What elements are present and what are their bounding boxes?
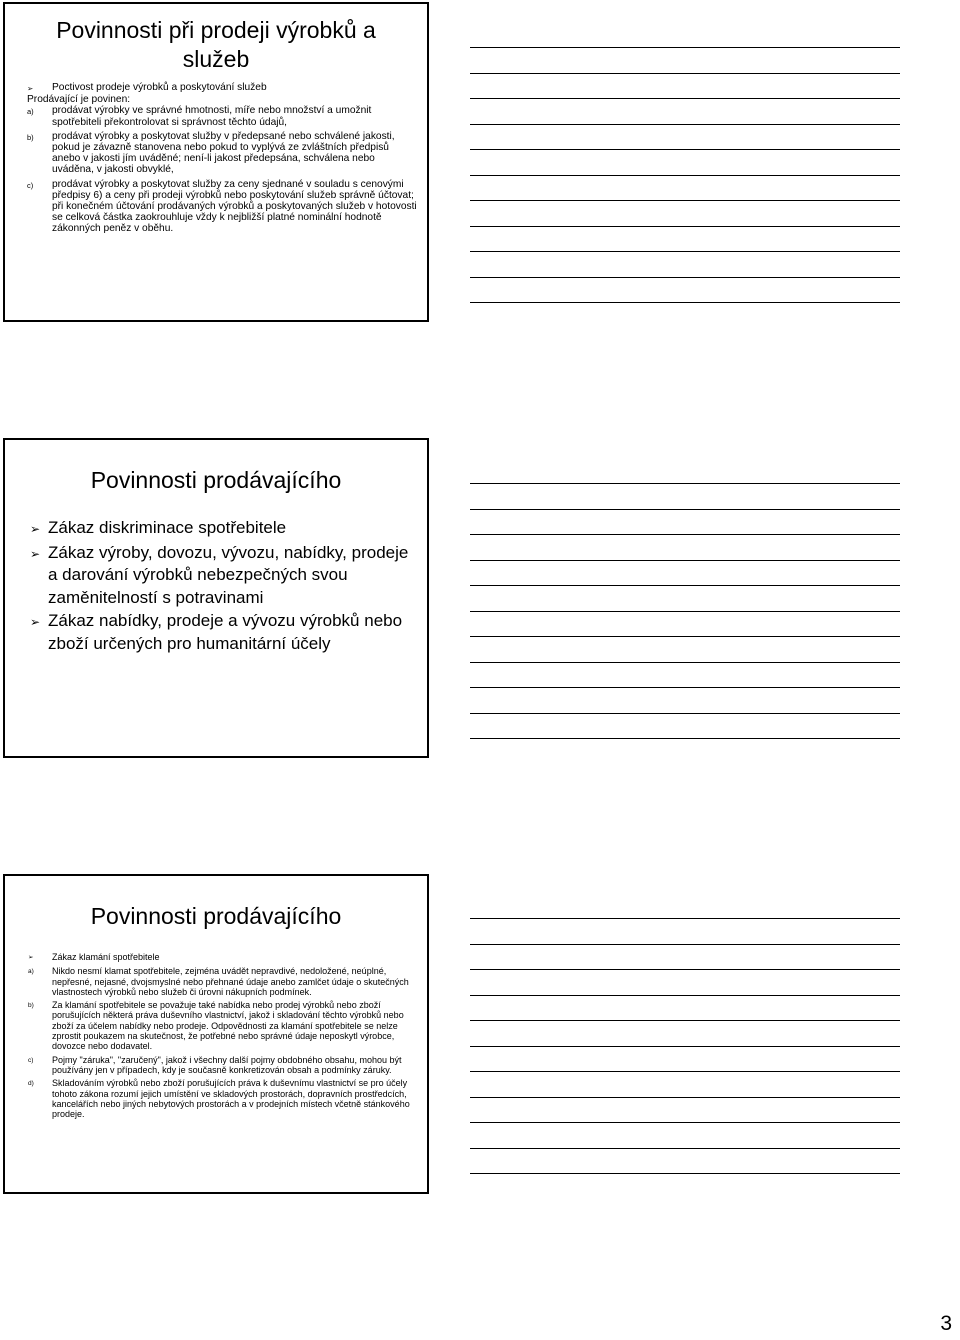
note-line [470,713,900,714]
slide-1 [3,2,429,322]
note-line [470,969,900,970]
bullet-arrow-icon: ➢ [30,615,41,629]
note-line [470,509,900,510]
note-line [470,1071,900,1072]
slide-title: Povinnosti při prodeji výrobků a služeb [56,17,376,72]
bullet-arrow-icon: ➢ [27,84,34,93]
list-item: b) prodávat výrobky a poskytovat služby v předepsané nebo schválené jakosti, pokud je závazně stanovena nebo pokud to vyplývá ze zvláštních předpisů anebo v jakosti jím uváděné; není-li jakost předepsána, schválena nebo uváděna, v jakosti obvyklé, [27,130,395,176]
note-line [470,1046,900,1047]
list-item: ➢ Poctivost prodeje výrobků a poskytování služeb [27,82,267,93]
note-line [470,251,900,252]
note-line [470,1173,900,1174]
page-number: 3 [940,1312,952,1335]
note-line [470,483,900,484]
note-line [470,636,900,637]
list-item: c) Pojmy "záruka", "zaručený", jakož i všechny další pojmy obdobného obsahu, mohou být používány jen v případech, kdy je současně konkretizován obsah a podmínky záruky. [28,1054,402,1075]
list-item: ➢ Zákaz výroby, dovozu, vývozu, nabídky, prodeje a darování výrobků nebezpečných svou zaměnitelností s potravinami [30,542,415,610]
list-item: b) Za klamání spotřebitele se považuje také nabídka nebo prodej výrobků nebo zboží porušujících některá práva duševního vlastnictví, jakož i skladování těchto výrobků nebo zboží za účelem nabídky nebo prodeje. Odpovědnosti za klamání spotřebitele se nelze zprostit poukazem na skutečnost, že potřebné nebo správné údaje neposkytl výrobce, dovozce nebo dodavatel. [28,1000,404,1052]
bullet-arrow-icon: ➢ [30,546,41,561]
list-item: c) prodávat výrobky a poskytovat služby za ceny sjednané v souladu s cenovými předpisy 6) a ceny při prodeji výrobků nebo poskytování služeb správně účtovat; při konečném účtování prodávaných výrobků a poskytovaných služeb v hotovosti se celková částka zaokrouhluje vždy k nejbližší platné nominální hodnotě zákonných peněz v oběhu. [27,178,417,235]
slide-title: Povinnosti prodávajícího [90,467,342,493]
note-line [470,47,900,48]
note-line [470,98,900,99]
note-line [470,1122,900,1123]
slide-body [30,517,415,656]
note-line [470,73,900,74]
bullet-arrow-icon: ➢ [28,954,34,961]
note-line [470,687,900,688]
note-line [470,560,900,561]
note-line [470,277,900,278]
note-line [470,149,900,150]
slide-2 [3,438,429,758]
list-item: a) prodávat výrobky ve správné hmotnosti, míře nebo množství a umožnit spotřebiteli překontrolovat si správnost těchto údajů, [27,105,372,128]
note-line [470,662,900,663]
slide-body [28,952,412,1119]
slide-3 [3,874,429,1194]
note-line [470,738,900,739]
lead-text: Prodávající je povinen: [27,94,131,106]
note-line [470,944,900,945]
note-line [470,1097,900,1098]
bullet-arrow-icon: ➢ [30,522,41,536]
slide-title: Povinnosti prodávajícího [90,903,342,929]
note-line [470,1148,900,1149]
slide-body [27,82,419,235]
list-item: ➢ Zákaz diskriminace spotřebitele [30,517,415,541]
note-line [470,611,900,612]
note-line [470,534,900,535]
notes-lines [470,918,900,1174]
note-line [470,918,900,919]
list-item: ➢ Zákaz nabídky, prodeje a vývozu výrobků nebo zboží určených pro humanitární účely [30,610,415,655]
note-line [470,175,900,176]
note-line [470,585,900,586]
notes-lines [470,47,900,303]
note-line [470,995,900,996]
note-line [470,226,900,227]
note-line [470,200,900,201]
note-line [470,302,900,303]
list-item: d) Skladováním výrobků nebo zboží porušujících práva k duševnímu vlastnictví se pro účely tohoto zákona rozumí jejich umístění ve skladových prostorách, dopravních prostředcích, kancelářích nebo jiných nebytových prostorách a v prodejních místech včetně stánkového prodeje. [28,1078,410,1120]
note-line [470,124,900,125]
list-item: a) Nikdo nesmí klamat spotřebitele, zejména uvádět nepravdivé, nedoložené, neúplné, nepřesné, nejasné, dvojsmyslné nebo přehnané údaje anebo zamlčet údaje o skutečných vlastnostech výrobků nebo služeb či úrovni nákupních podmínek. [28,966,409,997]
notes-lines [470,483,900,739]
note-line [470,1020,900,1021]
list-item: ➢ Zákaz klamání spotřebitele [28,952,160,962]
